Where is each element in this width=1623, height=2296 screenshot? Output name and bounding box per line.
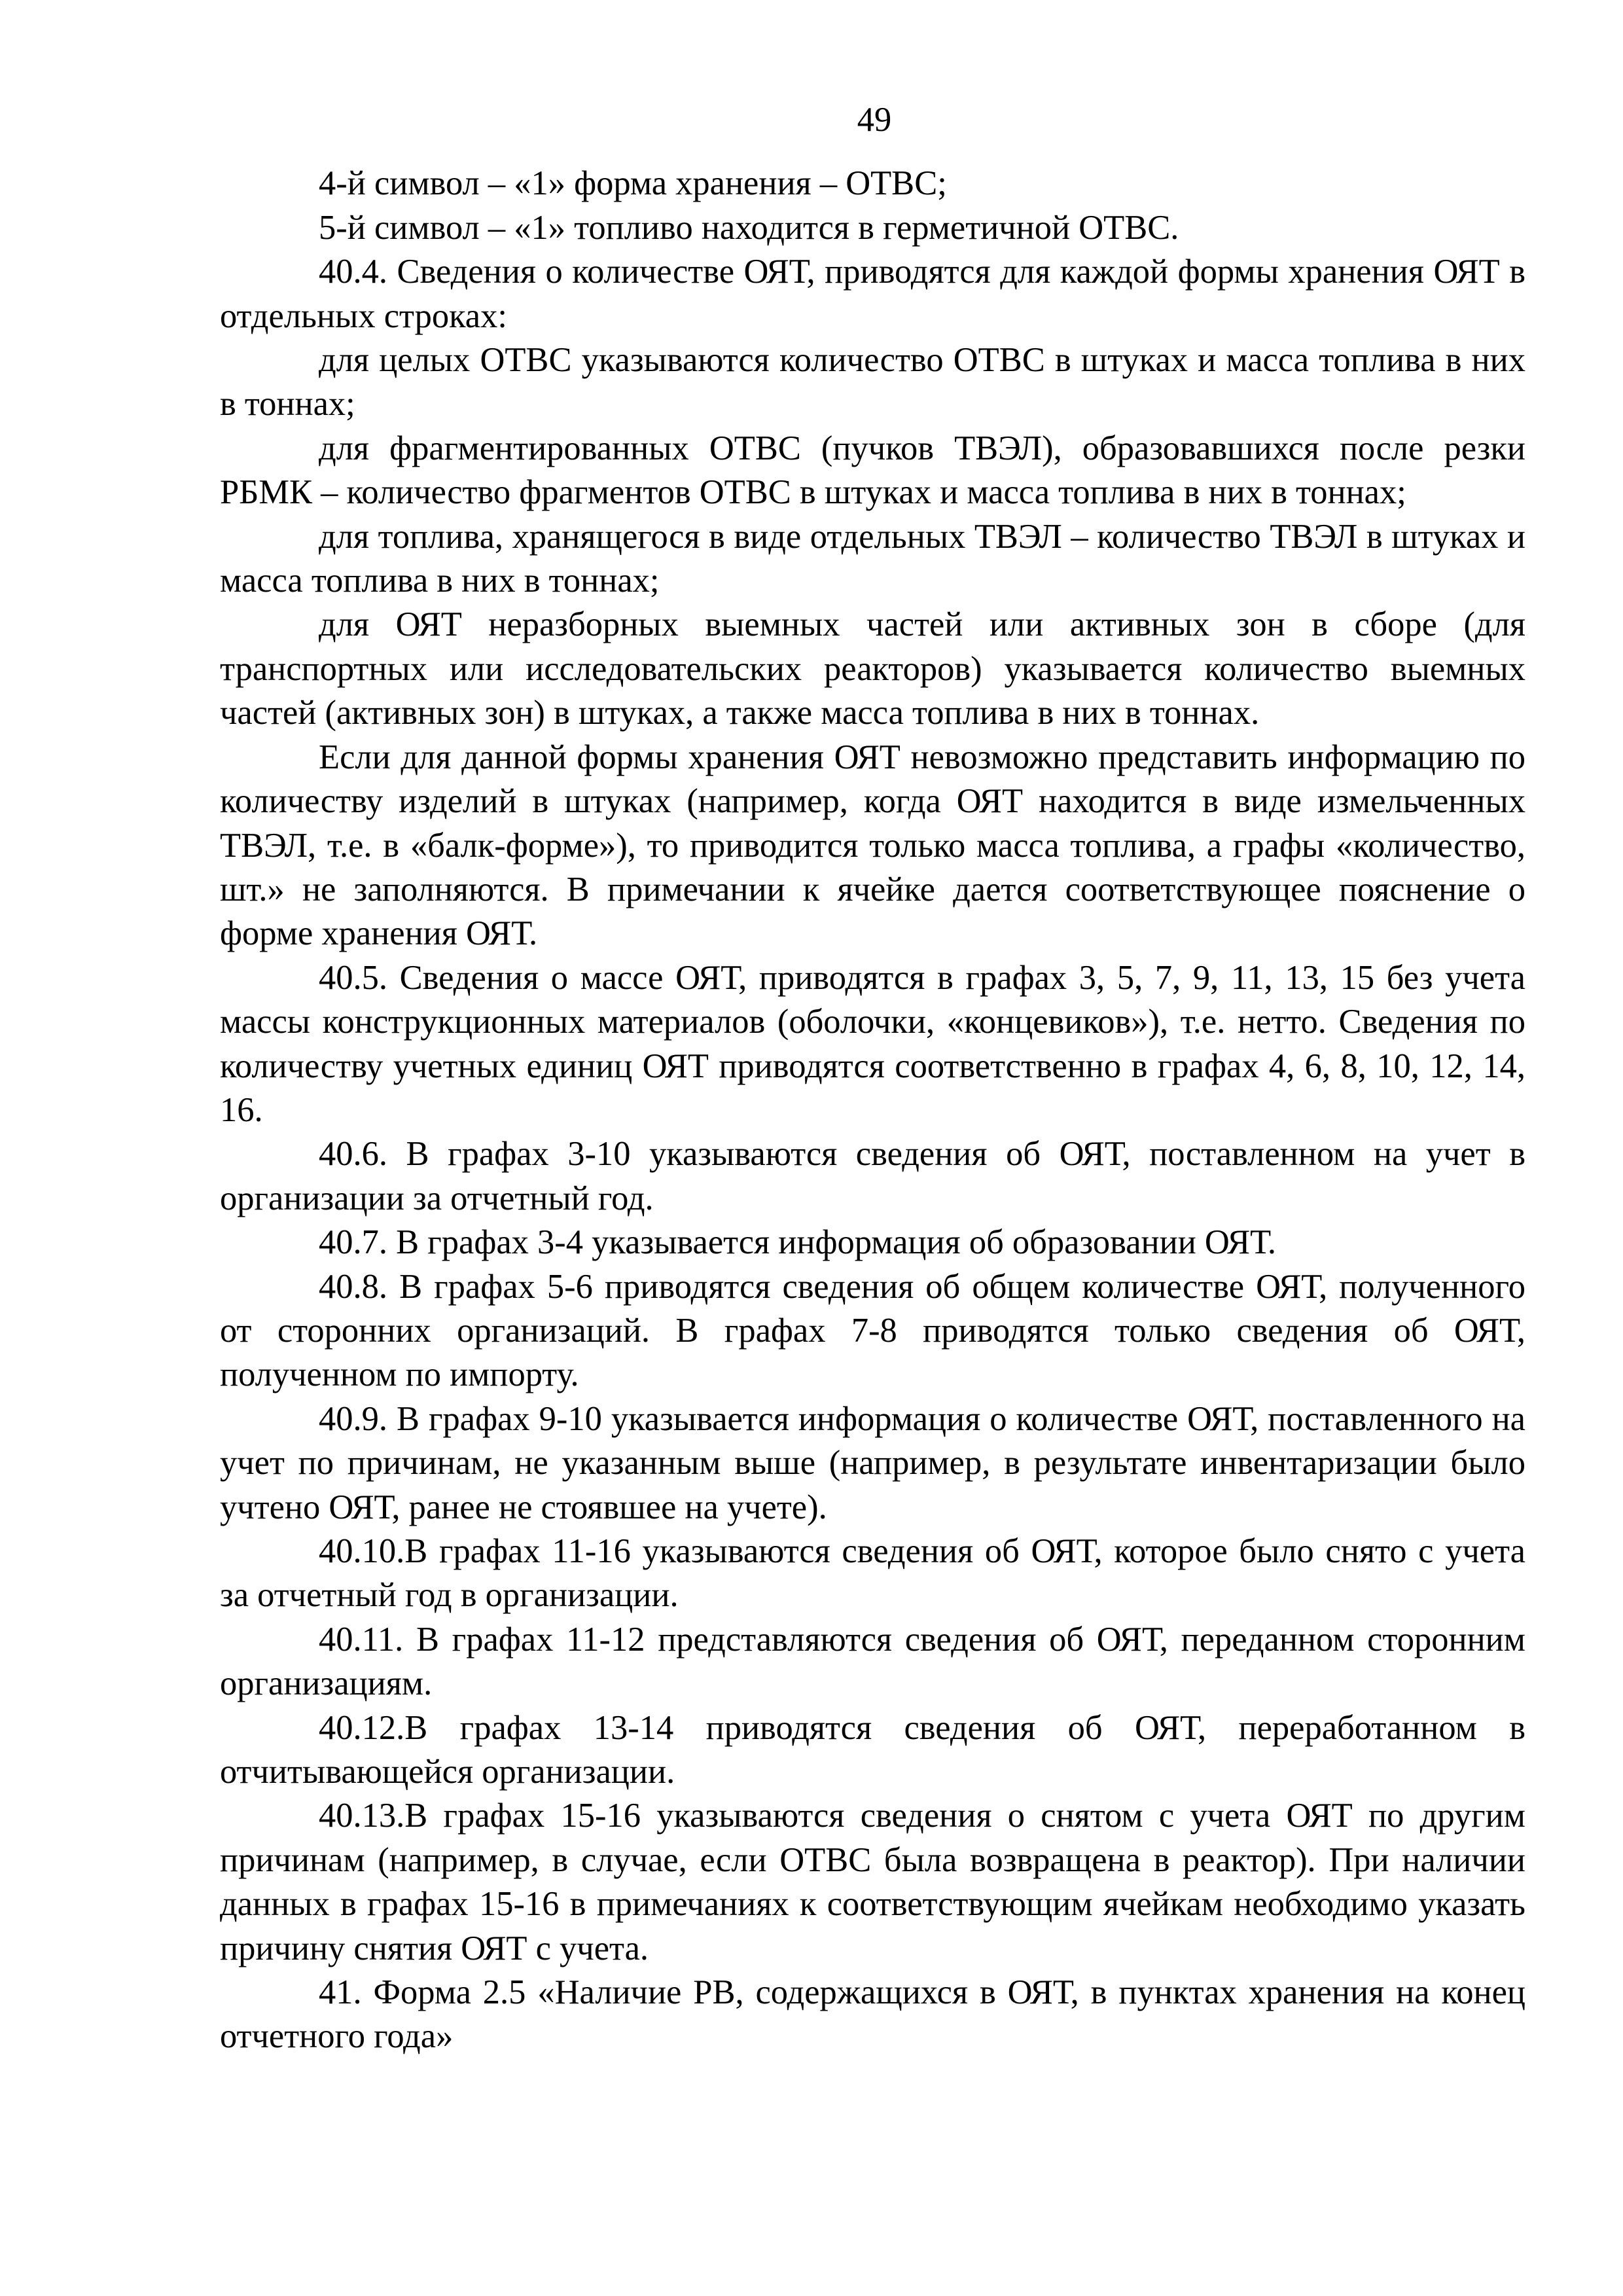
paragraph-removable-parts: для ОЯТ неразборных выемных частей или активных зон в сборе (для транспортных или исследовательских реакторов) указывается количество выемных частей (активных зон) в штуках, а также масса топлива в них в тоннах. bbox=[220, 605, 1525, 732]
paragraph-40-10: 40.10.В графах 11-16 указываются сведения об ОЯТ, которое было снято с учета за отчетный год в организации. bbox=[220, 1532, 1525, 1615]
paragraph-41: 41. Форма 2.5 «Наличие РВ, содержащихся в ОЯТ, в пунктах хранения на конец отчетного года» bbox=[220, 1973, 1525, 2056]
paragraph-40-4: 40.4. Сведения о количестве ОЯТ, приводятся для каждой формы хранения ОЯТ в отдельных строках: bbox=[220, 253, 1525, 335]
paragraph-40-5: 40.5. Сведения о массе ОЯТ, приводятся в графах 3, 5, 7, 9, 11, 13, 15 без учета массы конструкционных материалов (оболочки, «концевиков»), т.е. нетто. Сведения по количеству учетных единиц ОЯТ приводятся соответственно в графах 4, 6, 8, 10, 12, 14, 16. bbox=[220, 958, 1525, 1129]
paragraph-40-12: 40.12.В графах 13-14 приводятся сведения об ОЯТ, переработанном в отчитывающейся организации. bbox=[220, 1708, 1525, 1791]
paragraph-symbol-4: 4-й символ – «1» форма хранения – ОТВС; bbox=[319, 164, 947, 203]
paragraph-40-8: 40.8. В графах 5-6 приводятся сведения об общем количестве ОЯТ, полученного от сторонних организаций. В графах 7-8 приводятся только сведения об ОЯТ, полученном по импорту. bbox=[220, 1267, 1525, 1394]
paragraph-40-9: 40.9. В графах 9-10 указывается информация о количестве ОЯТ, поставленного на учет по причинам, не указанным выше (например, в результате инвентаризации было учтено ОЯТ, ранее не стоявшее на учете). bbox=[220, 1399, 1525, 1526]
paragraph-bulk-form: Если для данной формы хранения ОЯТ невозможно представить информацию по количеству изделий в штуках (например, когда ОЯТ находится в виде измельченных ТВЭЛ, т.е. в «балк-форме»), то приводится только масса топлива, а графы «количество, шт.» не заполняются. В примечании к ячейке дается соответствующее пояснение о форме хранения ОЯТ. bbox=[220, 738, 1525, 953]
paragraph-40-6: 40.6. В графах 3-10 указываются сведения об ОЯТ, поставленном на учет в организации за отчетный год. bbox=[220, 1135, 1525, 1217]
document-page bbox=[220, 98, 1525, 2059]
paragraph-separate-rods: для топлива, хранящегося в виде отдельных ТВЭЛ – количество ТВЭЛ в штуках и масса топлива в них в тоннах; bbox=[220, 517, 1525, 600]
paragraph-40-11: 40.11. В графах 11-12 представляются сведения об ОЯТ, переданном сторонним организациям. bbox=[220, 1620, 1525, 1703]
paragraph-fragmented-fa: для фрагментированных ОТВС (пучков ТВЭЛ), образовавшихся после резки РБМК – количество фрагментов ОТВС в штуках и масса топлива в них в тоннах; bbox=[220, 429, 1525, 512]
paragraph-40-7: 40.7. В графах 3-4 указывается информация об образовании ОЯТ. bbox=[319, 1223, 1277, 1262]
page-number: 49 bbox=[857, 101, 892, 139]
paragraph-whole-fa: для целых ОТВС указываются количество ОТВС в штуках и масса топлива в них в тоннах; bbox=[220, 341, 1525, 423]
paragraph-symbol-5: 5-й символ – «1» топливо находится в герметичной ОТВС. bbox=[319, 208, 1179, 247]
paragraph-40-13: 40.13.В графах 15-16 указываются сведения о снятом с учета ОЯТ по другим причинам (например, в случае, если ОТВС была возвращена в реактор). При наличии данных в графах 15-16 в примечаниях к соответствующим ячейкам необходимо указать причину снятия ОЯТ с учета. bbox=[220, 1797, 1525, 1967]
